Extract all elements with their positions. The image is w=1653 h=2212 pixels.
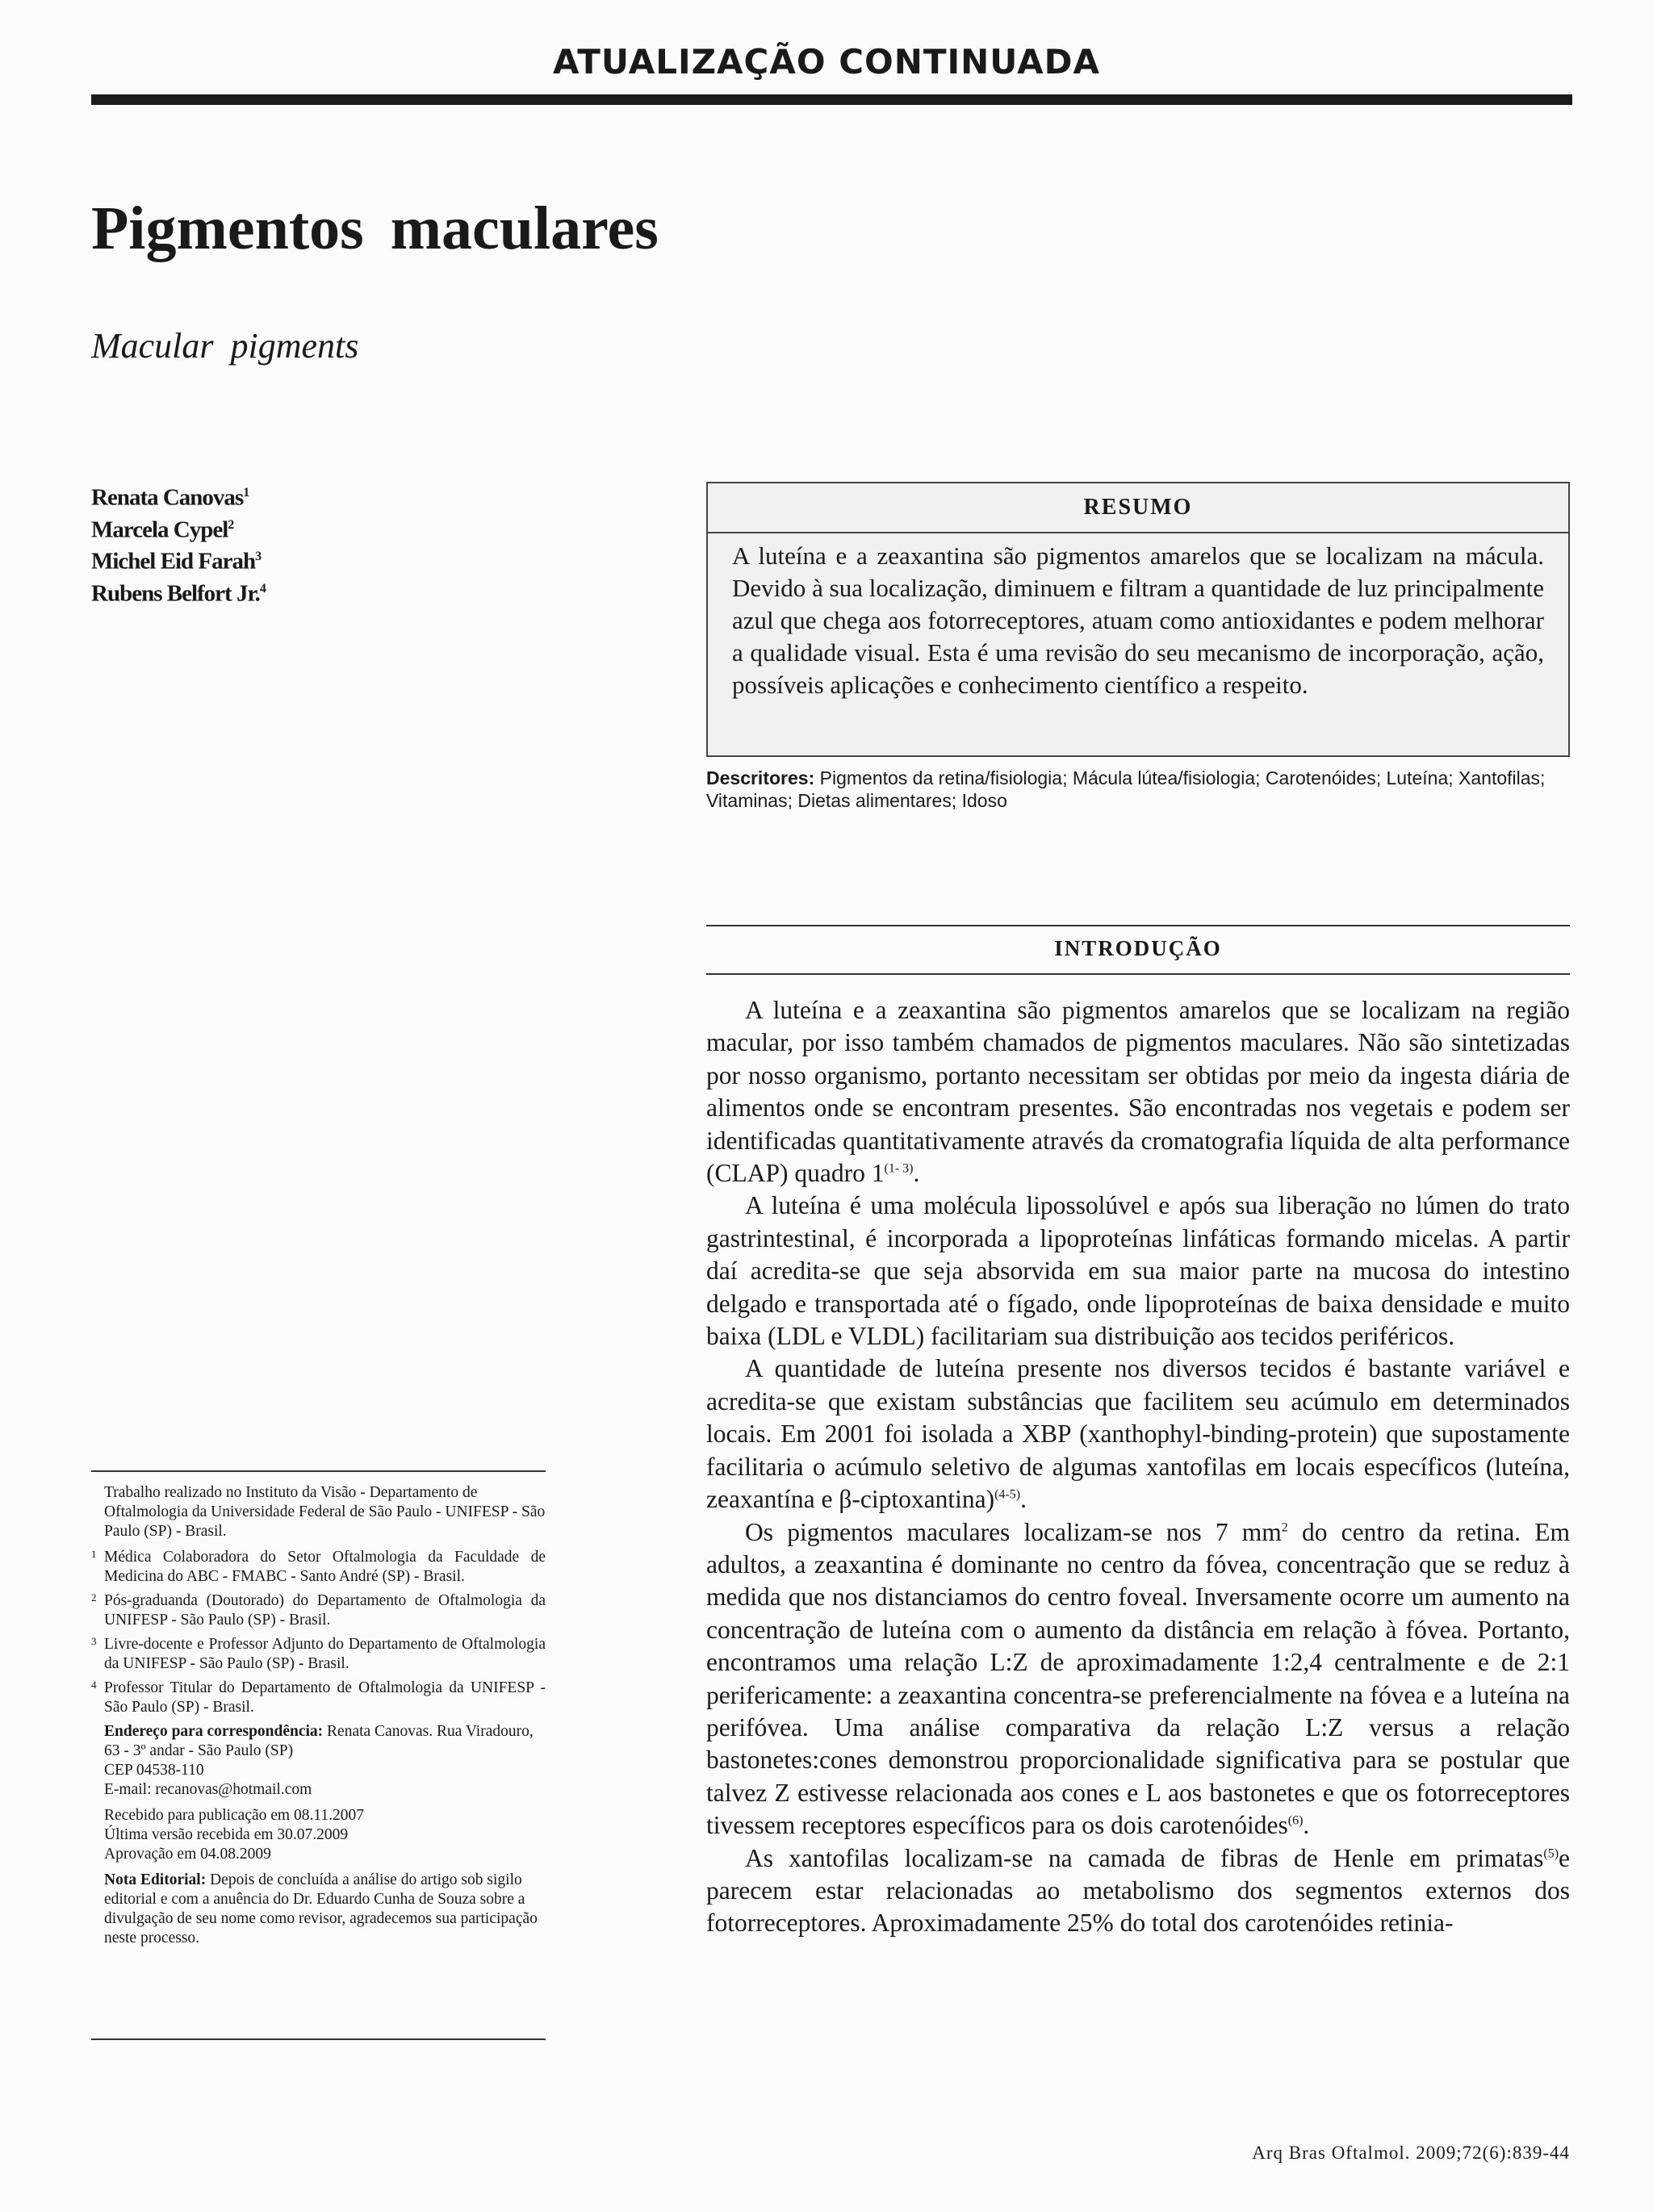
section-rule — [706, 925, 1570, 926]
author-list — [91, 479, 266, 608]
section-rule — [706, 973, 1570, 975]
section-header: ATUALIZAÇÃO CONTINUADA — [552, 42, 1100, 82]
submission-dates: Recebido para publicação em 08.11.2007 Última versão recebida em 30.07.2009 Aprovação em 04.08.2009 — [104, 1807, 364, 1863]
paragraph: A luteína é uma molécula lipossolúvel e após sua liberação no lúmen do trato gastrintestinal, é incorporada a lipoproteínas linfáticas formando micelas. A partir daí acredita-se que seja absorvida em sua maior parte na mucosa do intestino delgado e transportada até o fígado, onde lipoproteínas de baixa densidade e muito baixa (LDL e VLDL) facilitariam sua distribuição aos tecidos periféricos. — [706, 1191, 1570, 1351]
header-rule — [91, 94, 1572, 105]
author: Marcela Cypel$^2$ — [91, 516, 235, 543]
footnote-rule — [91, 1470, 546, 1472]
keywords-text: Pigmentos da retina/fisiologia; Mácula lútea/fisiologia; Carotenóides; Luteína; Xantofilas; Vitaminas; Dietas alimentares; Idoso — [706, 767, 1546, 811]
paragraph: Os pigmentos maculares localizam-se nos 7 $mm^2$ do centro da retina. Em adultos, a zeaxantina é dominante no centro da fóvea, concentração que se reduz à medida que nos distanciamos do centro foveal. Inversamente ocorre um aumento na concentração de luteína com o aumento da distância em relação à fóvea. Portanto, encontramos uma relação L:Z de aproximadamente 1:2,4 centralmente e de 2:1 perifericamente: a zeaxantina concentra-se preferencialmente na fóvea e a luteína na perifóvea. Uma análise comparativa da relação L:Z versus a relação bastonetes:cones demonstrou proporcionalidade significativa para se postular que talvez Z estivesse relacionada aos cones e L aos bastonetes e que os fotorreceptores tivessem receptores específicos para os dois carotenóides$^{(6)}$. — [706, 1517, 1570, 1840]
author: Michel Eid Farah$^3$ — [91, 548, 262, 575]
footnotes — [91, 1483, 546, 1955]
abstract-text: A luteína e a zeaxantina são pigmentos amarelos que se localizam na mácula. Devido à sua localização, diminuem e filtram a quantidade de luz principalmente azul que chega aos fotorreceptores, atuam como antioxidantes e podem melhorar a qualidade visual. Esta é uma revisão do seu mecanismo de incorporação, ação, possíveis aplicações e conhecimento científico a respeito. — [732, 542, 1544, 699]
affiliation: 1 Médica Colaboradora do Setor Oftalmologia da Faculdade de Medicina do ABC - FMABC - Santo André (SP) - Brasil. — [91, 1548, 546, 1585]
author: Renata Canovas$^1$ — [91, 484, 250, 511]
paragraph: A luteína e a zeaxantina são pigmentos amarelos que se localizam na região macular, por isso também chamados de pigmentos maculares. Não são sintetizadas por nosso organismo, portanto necessitam ser obtidas por meio da ingesta diária de alimentos onde se encontram presentes. São encontradas nos vegetais e podem ser identificadas quantitativamente através da cromatografia líquida de alta performance (CLAP) quadro 1$^{(1- 3)}$. — [706, 996, 1570, 1188]
author: Rubens Belfort Jr.$^4$ — [91, 580, 266, 607]
footnote-rule — [91, 2038, 546, 2040]
intro-body — [706, 994, 1570, 1940]
affiliation: 4 Professor Titular do Departamento de Oftalmologia da UNIFESP - São Paulo (SP) - Brasil. — [91, 1679, 546, 1716]
abstract-heading: RESUMO — [708, 483, 1568, 533]
work-note: Trabalho realizado no Instituto da Visão - Departamento de Oftalmologia da Universidade Federal de São Paulo - UNIFESP - São Paulo (SP) - Brasil. — [104, 1484, 546, 1540]
abstract-box — [706, 482, 1570, 757]
keywords-label: Descritores: — [706, 767, 815, 788]
journal-citation: Arq Bras Oftalmol. 2009;72(6):839-44 — [1252, 2143, 1570, 2163]
article-title: Pigmentos maculares — [91, 194, 659, 262]
intro-heading: INTRODUÇÃO — [1054, 936, 1222, 960]
article-subtitle: Macular pigments — [91, 326, 359, 366]
editorial-note: Nota Editorial: Depois de concluída a análise do artigo sob sigilo editorial e com a anuência do Dr. Eduardo Cunha de Souza sobre a divulgação de seu nome como revisor, agradecemos sua participação neste processo. — [104, 1871, 538, 1946]
keywords — [706, 767, 1570, 812]
correspondence-address: Endereço para correspondência: Renata Canovas. Rua Viradouro, 63 - 3º andar - São Paulo (SP) CEP 04538-110 E-mail: recanovas@hotmail.com — [104, 1723, 534, 1798]
affiliation: 3 Livre-docente e Professor Adjunto do Departamento de Oftalmologia da UNIFESP - São Paulo (SP) - Brasil. — [91, 1635, 546, 1672]
affiliation: 2 Pós-graduanda (Doutorado) do Departamento de Oftalmologia da UNIFESP - São Paulo (SP) - Brasil. — [91, 1591, 546, 1629]
paragraph: As xantofilas localizam-se na camada de fibras de Henle em primatas$^{(5)}$e parecem estar relacionadas ao metabolismo dos segmentos externos dos fotorreceptores. Aproximadamente 25% do total dos carotenóides retinia- — [706, 1843, 1570, 1938]
paragraph: A quantidade de luteína presente nos diversos tecidos é bastante variável e acredita-se que existam substâncias que facilitem seu acúmulo em determinados locais. Em 2001 foi isolada a XBP (xanthophyl-binding-protein) que supostamente facilitaria o acúmulo seletivo de algumas xantofilas em locais específicos (luteína, zeaxantína e β-ciptoxantina)$^{(4-5)}$. — [706, 1354, 1570, 1514]
